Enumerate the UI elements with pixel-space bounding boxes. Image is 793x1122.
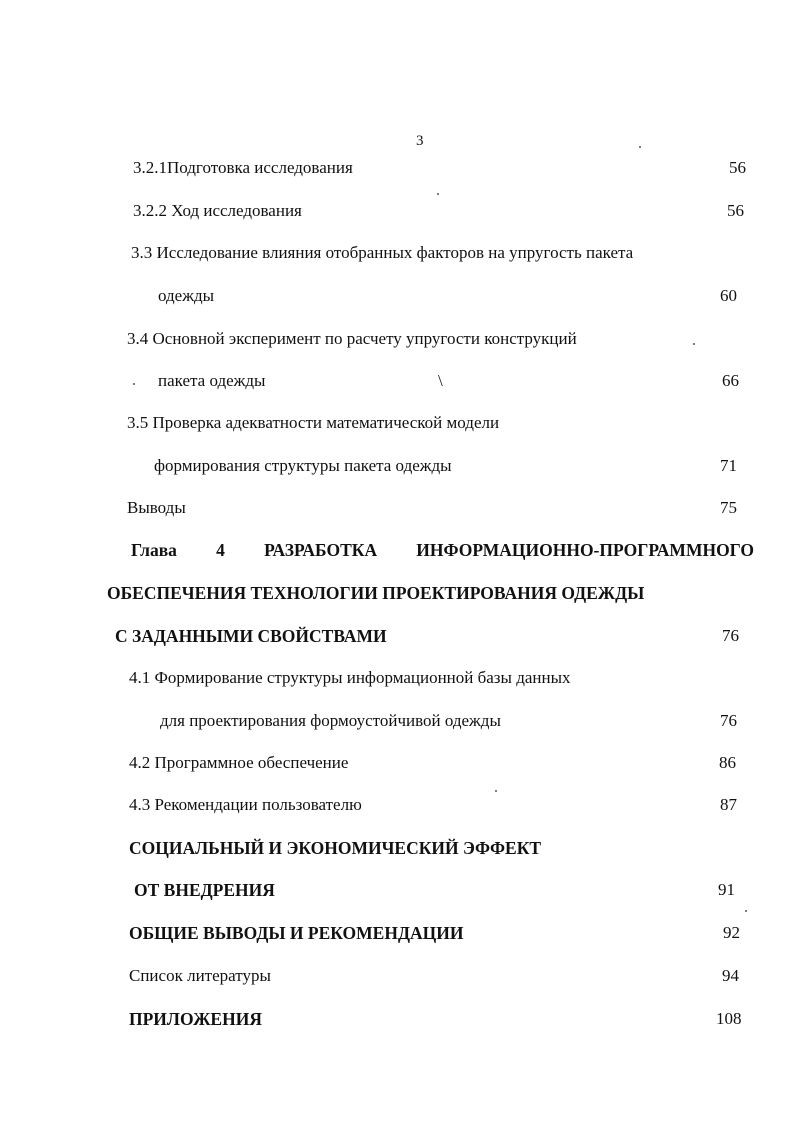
toc-entry-effect-label: СОЦИАЛЬНЫЙ И ЭКОНОМИЧЕСКИЙ ЭФФЕКТ (129, 838, 542, 858)
toc-entry-3-2-2-label: 3.2.2 Ход исследования (133, 201, 302, 220)
toc-entry-appendices-label: ПРИЛОЖЕНИЯ (129, 1009, 262, 1029)
toc-entry-3-5-page: 71 (720, 456, 737, 475)
toc-entry-3-4-label: 3.4 Основной эксперимент по расчету упругости конструкций (127, 329, 577, 348)
scan-speck (495, 790, 497, 792)
toc-entry-general-conclusions-label: ОБЩИЕ ВЫВОДЫ И РЕКОМЕНДАЦИИ (129, 923, 464, 943)
toc-entry-3-2-1-label: 3.2.1Подготовка исследования (133, 158, 353, 177)
toc-entry-4-3-label: 4.3 Рекомендации пользователю (129, 795, 362, 814)
stray-mark: \ (438, 371, 443, 390)
toc-entry-4-1-page: 76 (720, 711, 737, 730)
toc-entry-3-4-label-cont: пакета одежды (158, 371, 266, 390)
toc-entry-chapter-4-page: 76 (722, 626, 739, 645)
toc-entry-3-2-1-page: 56 (729, 158, 746, 177)
chapter-title-word-2: ИНФОРМАЦИОННО-ПРОГРАММНОГО (416, 540, 754, 560)
toc-entry-effect-page: 91 (718, 880, 735, 899)
toc-entry-3-5-label-cont: формирования структуры пакета одежды (154, 456, 452, 475)
toc-entry-3-3-label-cont: одежды (158, 286, 215, 305)
chapter-4-heading-line3: С ЗАДАННЫМИ СВОЙСТВАМИ (115, 626, 387, 646)
chapter-title-word-1: РАЗРАБОТКА (264, 540, 378, 560)
toc-entry-effect-label-cont: ОТ ВНЕДРЕНИЯ (134, 880, 275, 900)
toc-entry-3-3-page: 60 (720, 286, 737, 305)
toc-entry-3-4-page: 66 (722, 371, 739, 390)
scan-speck (133, 383, 135, 385)
scan-speck (437, 193, 439, 195)
toc-entry-conclusions-page: 75 (720, 498, 737, 517)
toc-entry-3-5-label: 3.5 Проверка адекватности математической модели (127, 413, 500, 432)
scan-speck (745, 910, 747, 912)
toc-entry-general-conclusions-page: 92 (723, 923, 740, 942)
toc-entry-appendices-page: 108 (716, 1009, 742, 1028)
toc-entry-3-3-label: 3.3 Исследование влияния отобранных факторов на упругость пакета (131, 243, 634, 262)
chapter-word: Глава (131, 540, 177, 560)
scan-speck (639, 146, 641, 148)
toc-entry-references-page: 94 (722, 966, 739, 985)
toc-entry-references-label: Список литературы (129, 966, 271, 985)
toc-entry-conclusions-label: Выводы (127, 498, 186, 517)
toc-entry-3-2-2-page: 56 (727, 201, 744, 220)
toc-entry-4-2-page: 86 (719, 753, 736, 772)
toc-entry-4-1-label-cont: для проектирования формоустойчивой одежды (160, 711, 501, 730)
toc-entry-4-2-label: 4.2 Программное обеспечение (129, 753, 349, 772)
chapter-4-heading-line1 (131, 540, 754, 560)
toc-entry-4-1-label: 4.1 Формирование структуры информационной базы данных (129, 668, 571, 687)
chapter-4-heading-line2: ОБЕСПЕЧЕНИЯ ТЕХНОЛОГИИ ПРОЕКТИРОВАНИЯ ОДЕЖДЫ (107, 583, 645, 603)
scan-speck (693, 343, 695, 345)
page-number: 3 (416, 133, 424, 149)
chapter-number: 4 (216, 540, 225, 560)
toc-entry-4-3-page: 87 (720, 795, 737, 814)
